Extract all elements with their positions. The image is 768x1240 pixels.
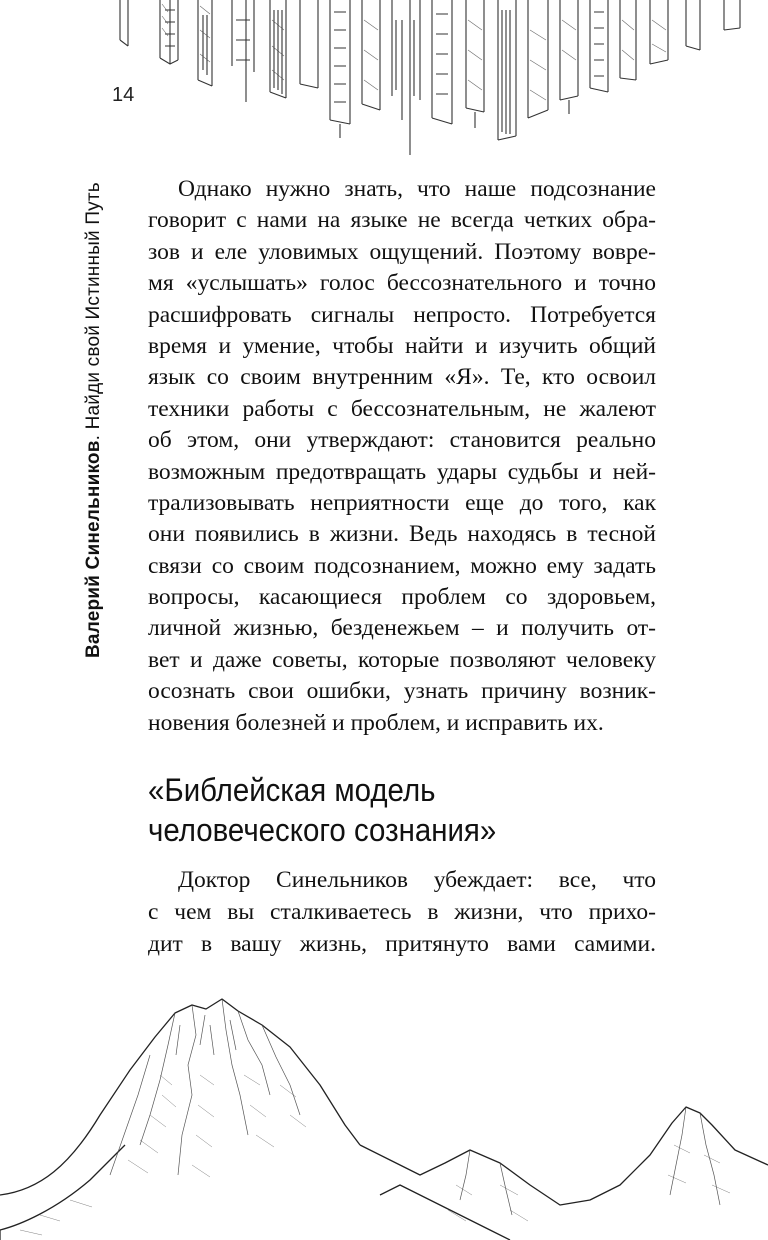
text-line: вопросы, касающиеся проблем со здоровьем, (148, 584, 656, 611)
page-number: 14 (112, 84, 135, 106)
text-line: новения болезней и проблем, и исправить их. (148, 709, 604, 736)
text-line: об этом, они утверждают: становится реально (148, 427, 656, 454)
text-line: они появились в жизни. Ведь находясь в тесной (148, 521, 656, 548)
text-line: осознать свои ошибки, узнать причину возник- (148, 678, 656, 705)
section-paragraph (148, 864, 656, 960)
text-line: с чем вы сталкиваетесь в жизни, что прихо- (148, 899, 656, 925)
body-paragraph (148, 174, 656, 739)
section-heading (148, 770, 626, 850)
text-line: Однако нужно знать, что наше подсознание (178, 176, 656, 202)
text-line: Доктор Синельников убеждает: все, что (178, 867, 656, 893)
city-skyline-illustration (0, 0, 768, 160)
mountain-range-illustration (0, 985, 768, 1240)
running-header (83, 182, 105, 658)
text-line: время и умение, чтобы найти и изучить общий (148, 332, 656, 359)
text-line: личной жизнью, безденежьем – и получить от- (148, 615, 656, 642)
text-line: мя «услышать» голос бессознательного и точно (148, 270, 656, 297)
text-line: язык со своим внутренним «Я». Те, кто освоил (148, 364, 656, 391)
text-line: зов и еле уловимых ощущений. Поэтому вовре- (148, 238, 656, 265)
text-line: трализовывать неприятности еще до того, как (148, 489, 656, 516)
running-header-title: Найди свой Истинный Путь (83, 182, 104, 435)
running-header-separator: . (83, 434, 104, 441)
text-line: возможным предотвращать удары судьбы и ней- (148, 458, 656, 485)
text-line: дит в вашу жизнь, притянуто вами самими. (148, 931, 656, 957)
running-header-author: Валерий Синельников (83, 440, 104, 658)
text-line: техники работы с бессознательным, не жалеют (148, 395, 656, 422)
section-heading-line: человеческого сознания» (148, 812, 497, 848)
section-heading-line: «Библейская модель (148, 772, 436, 808)
text-line: вет и даже советы, которые позволяют человеку (148, 646, 656, 673)
text-line: говорит с нами на языке не всегда четких обра- (148, 207, 656, 234)
text-line: расшифровать сигналы непросто. Потребуется (148, 301, 656, 328)
text-line: связи со своим подсознанием, можно ему задать (148, 552, 656, 579)
